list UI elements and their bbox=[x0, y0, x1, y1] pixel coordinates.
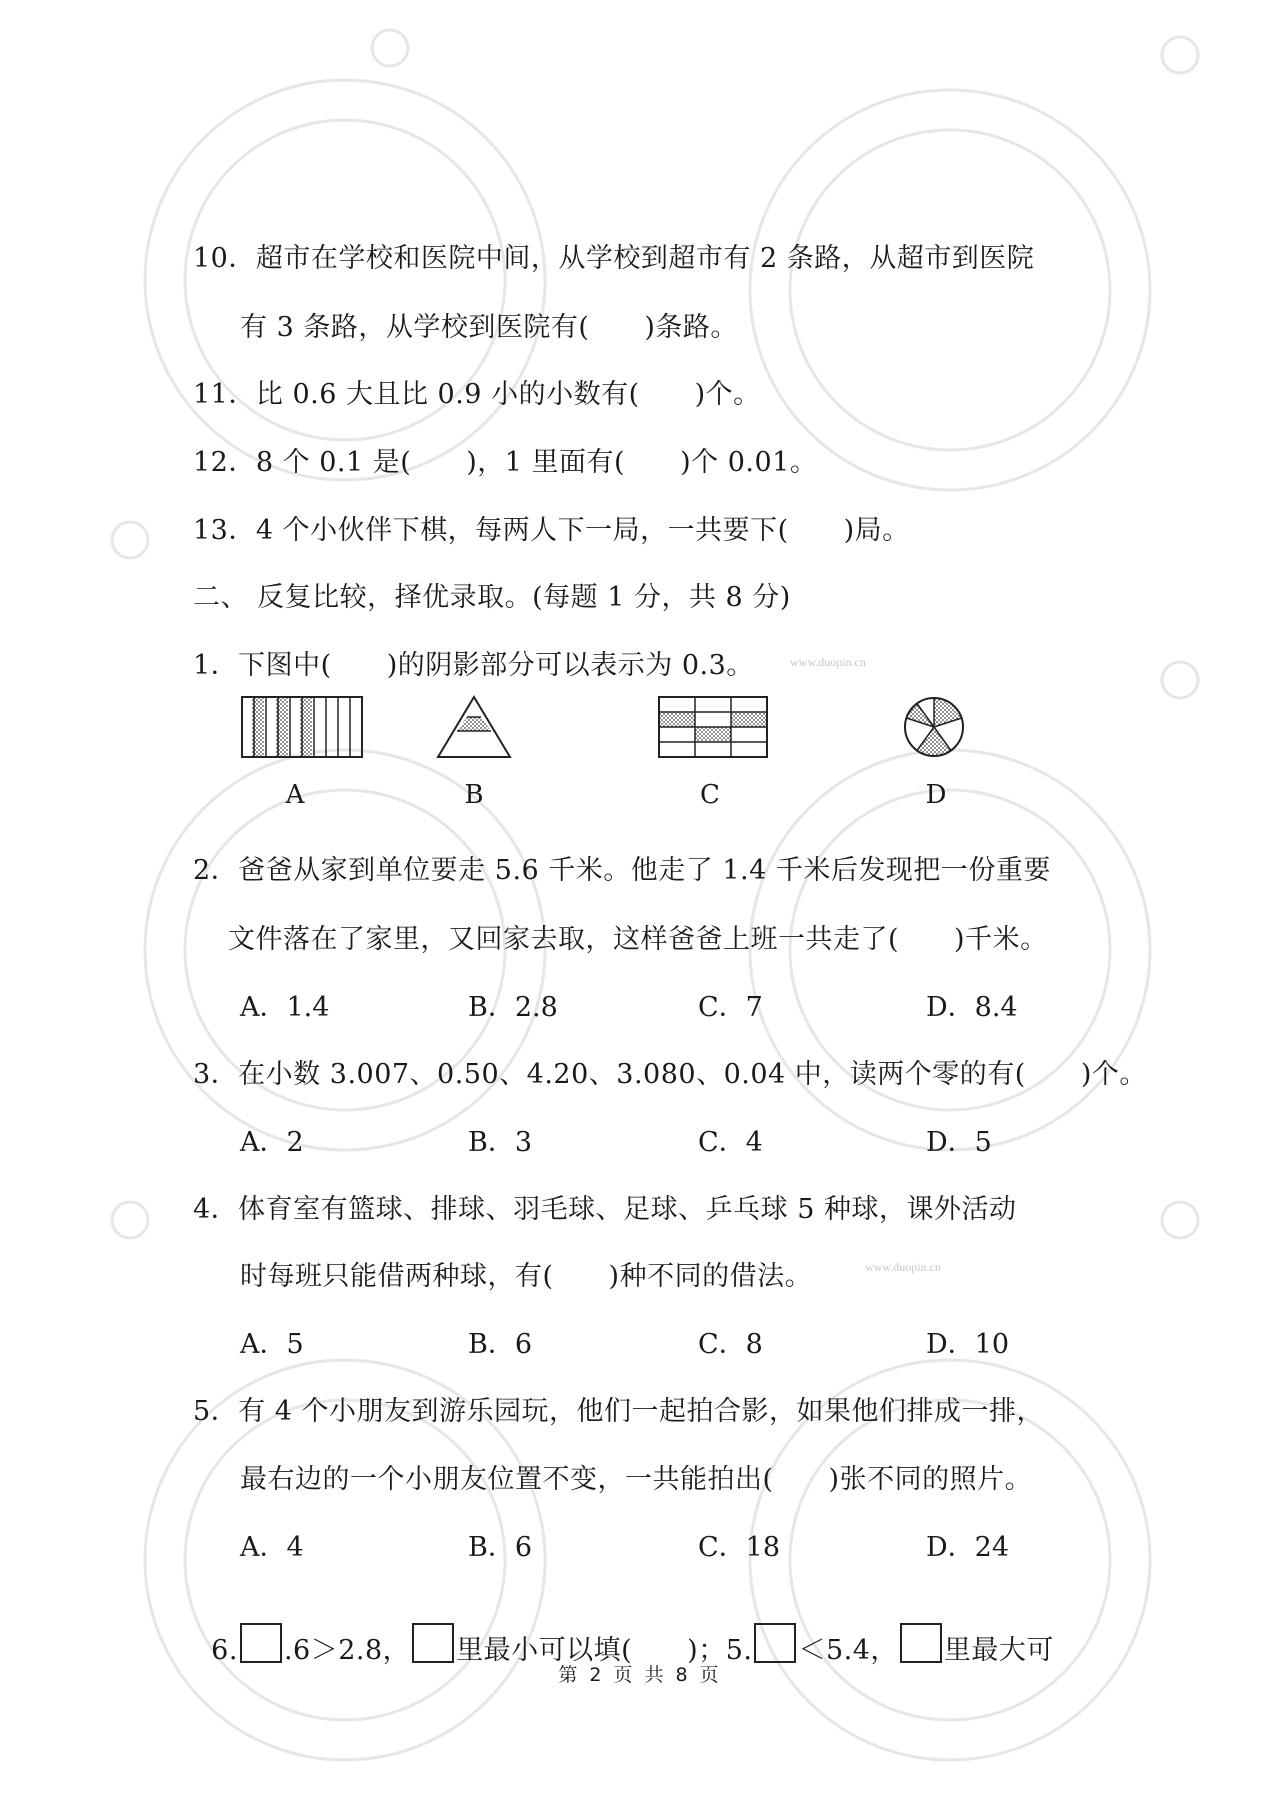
question-line: 5．有 4 个小朋友到游乐园玩，他们一起拍合影，如果他们排成一排， bbox=[193, 1396, 1045, 1427]
question-line: 2．爸爸从家到单位要走 5.6 千米。他走了 1.4 千米后发现把一份重要 bbox=[193, 855, 1051, 886]
option-a[interactable]: A．4 bbox=[240, 1532, 304, 1563]
section-heading: 二、 反复比较，择优录取。(每题 1 分，共 8 分) bbox=[193, 582, 791, 613]
option-c[interactable]: C．4 bbox=[698, 1127, 763, 1158]
figure-label-c: C bbox=[700, 780, 720, 810]
figure-row bbox=[0, 695, 1280, 815]
question-line: 13．4 个小伙伴下棋，每两人下一局，一共要下( )局。 bbox=[193, 515, 910, 546]
option-a[interactable]: A．2 bbox=[240, 1127, 304, 1158]
watermark-url: www.duopin.cn bbox=[865, 1260, 941, 1274]
option-d[interactable]: D．24 bbox=[926, 1532, 1010, 1563]
blank-box[interactable] bbox=[754, 1623, 796, 1663]
figure-label-b: B bbox=[464, 780, 484, 810]
page-footer: 第 2 页 共 8 页 bbox=[558, 1664, 722, 1686]
option-b[interactable]: B．6 bbox=[468, 1329, 533, 1360]
figure-d-circle bbox=[902, 695, 966, 759]
q6-part: 里最小可以填( )；5. bbox=[456, 1635, 753, 1666]
blank-box[interactable] bbox=[240, 1623, 282, 1663]
question-line: 文件落在了家里，又回家去取，这样爸爸上班一共走了( )千米。 bbox=[228, 924, 1048, 955]
q6-part: 6. bbox=[211, 1635, 238, 1666]
q6-part: 里最大可 bbox=[943, 1635, 1054, 1666]
option-d[interactable]: D．5 bbox=[926, 1127, 992, 1158]
question-6-line bbox=[193, 1592, 1054, 1667]
figure-a-striped-rectangle bbox=[240, 695, 364, 759]
watermark-url: www.duopin.cn bbox=[790, 655, 866, 669]
figure-label-d: D bbox=[925, 780, 947, 810]
q6-part: .6＞2.8， bbox=[283, 1635, 411, 1666]
option-b[interactable]: B．6 bbox=[468, 1532, 533, 1563]
figure-label-a: A bbox=[285, 780, 305, 810]
question-line: 12．8 个 0.1 是( )，1 里面有( )个 0.01。 bbox=[193, 447, 818, 478]
option-b[interactable]: B．2.8 bbox=[468, 992, 558, 1023]
question-line: 时每班只能借两种球，有( )种不同的借法。 bbox=[240, 1261, 813, 1292]
figure-b-triangle bbox=[436, 695, 512, 759]
option-d[interactable]: D．10 bbox=[926, 1329, 1010, 1360]
option-d[interactable]: D．8.4 bbox=[926, 992, 1018, 1023]
q6-part: ＜5.4， bbox=[798, 1635, 898, 1666]
figure-c-grid bbox=[657, 695, 769, 759]
question-line: 有 3 条路，从学校到医院有( )条路。 bbox=[240, 312, 738, 343]
blank-box[interactable] bbox=[900, 1623, 942, 1663]
question-line: 10．超市在学校和医院中间，从学校到超市有 2 条路，从超市到医院 bbox=[193, 243, 1035, 274]
question-line: 最右边的一个小朋友位置不变，一共能拍出( )张不同的照片。 bbox=[240, 1464, 1033, 1495]
option-a[interactable]: A．5 bbox=[240, 1329, 304, 1360]
question-line: 4．体育室有篮球、排球、羽毛球、足球、乒乓球 5 种球，课外活动 bbox=[193, 1194, 1017, 1225]
option-b[interactable]: B．3 bbox=[468, 1127, 533, 1158]
option-c[interactable]: C．7 bbox=[698, 992, 763, 1023]
option-c[interactable]: C．18 bbox=[698, 1532, 781, 1563]
question-line: 3．在小数 3.007、0.50、4.20、3.080、0.04 中，读两个零的有( )个。 bbox=[193, 1059, 1147, 1090]
blank-box[interactable] bbox=[412, 1623, 454, 1663]
option-c[interactable]: C．8 bbox=[698, 1329, 763, 1360]
option-a[interactable]: A．1.4 bbox=[240, 992, 330, 1023]
question-line: 1．下图中( )的阴影部分可以表示为 0.3。 bbox=[193, 650, 754, 681]
question-line: 11．比 0.6 大且比 0.9 小的小数有( )个。 bbox=[193, 379, 761, 410]
